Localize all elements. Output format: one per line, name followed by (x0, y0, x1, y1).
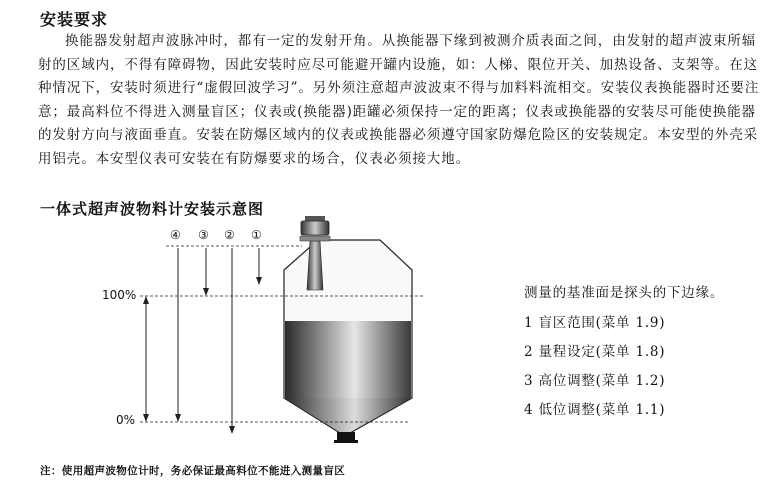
footnote: 注：使用超声波物位计时，务必保证最高料位不能进入测量盲区 (40, 465, 346, 477)
marker-1-label: ① (251, 228, 262, 242)
marker-2-label: ② (224, 228, 235, 242)
tank-outlet (337, 432, 355, 441)
legend-item-3: 3 高位调整(菜单 1.2) (524, 373, 666, 389)
legend-item-2: 2 量程设定(菜单 1.8) (524, 344, 666, 360)
legend-item-4: 4 低位调整(菜单 1.1) (524, 402, 666, 418)
level-100-label: 100% (102, 288, 137, 302)
legend-item-1: 1 盲区范围(菜单 1.9) (524, 315, 666, 331)
marker-3-label: ③ (198, 228, 209, 242)
marker-4-label: ④ (170, 228, 181, 242)
installation-paragraph: 换能器发射超声波脉冲时，都有一定的发射开角。从换能器下缘到被测介质表面之间，由发射的超声波束所辐射的区域内，不得有障碍物，因此安装时应尽可能避开罐内设施，如：人梯、限位开关、加热设备、支架等。在这种情况下，安装时须进行“虚假回波学习”。另外须注意超声波波束不得与加料料流相交。安装仪表换能器时还要注意；最高料位不得进入测量盲区；仪表或(换能器)距罐必须保持一定的距离；仪表或换能器的安装尽可能使换能器的发射方向与液面垂直。安装在防爆区域内的仪表或换能器必须遵守国家防爆危险区的安装规定。本安型的外壳采用铝壳。本安型仪表可安装在有防爆要求的场合，仪表必须接大地。 (38, 33, 760, 167)
diagram-title: 一体式超声波物料计安装示意图 (40, 200, 265, 218)
legend-intro: 测量的基准面是探头的下边缘。 (524, 285, 725, 301)
material-cone (285, 398, 411, 432)
section-title: 安装要求 (40, 10, 109, 29)
level-0-label: 0% (116, 413, 136, 427)
